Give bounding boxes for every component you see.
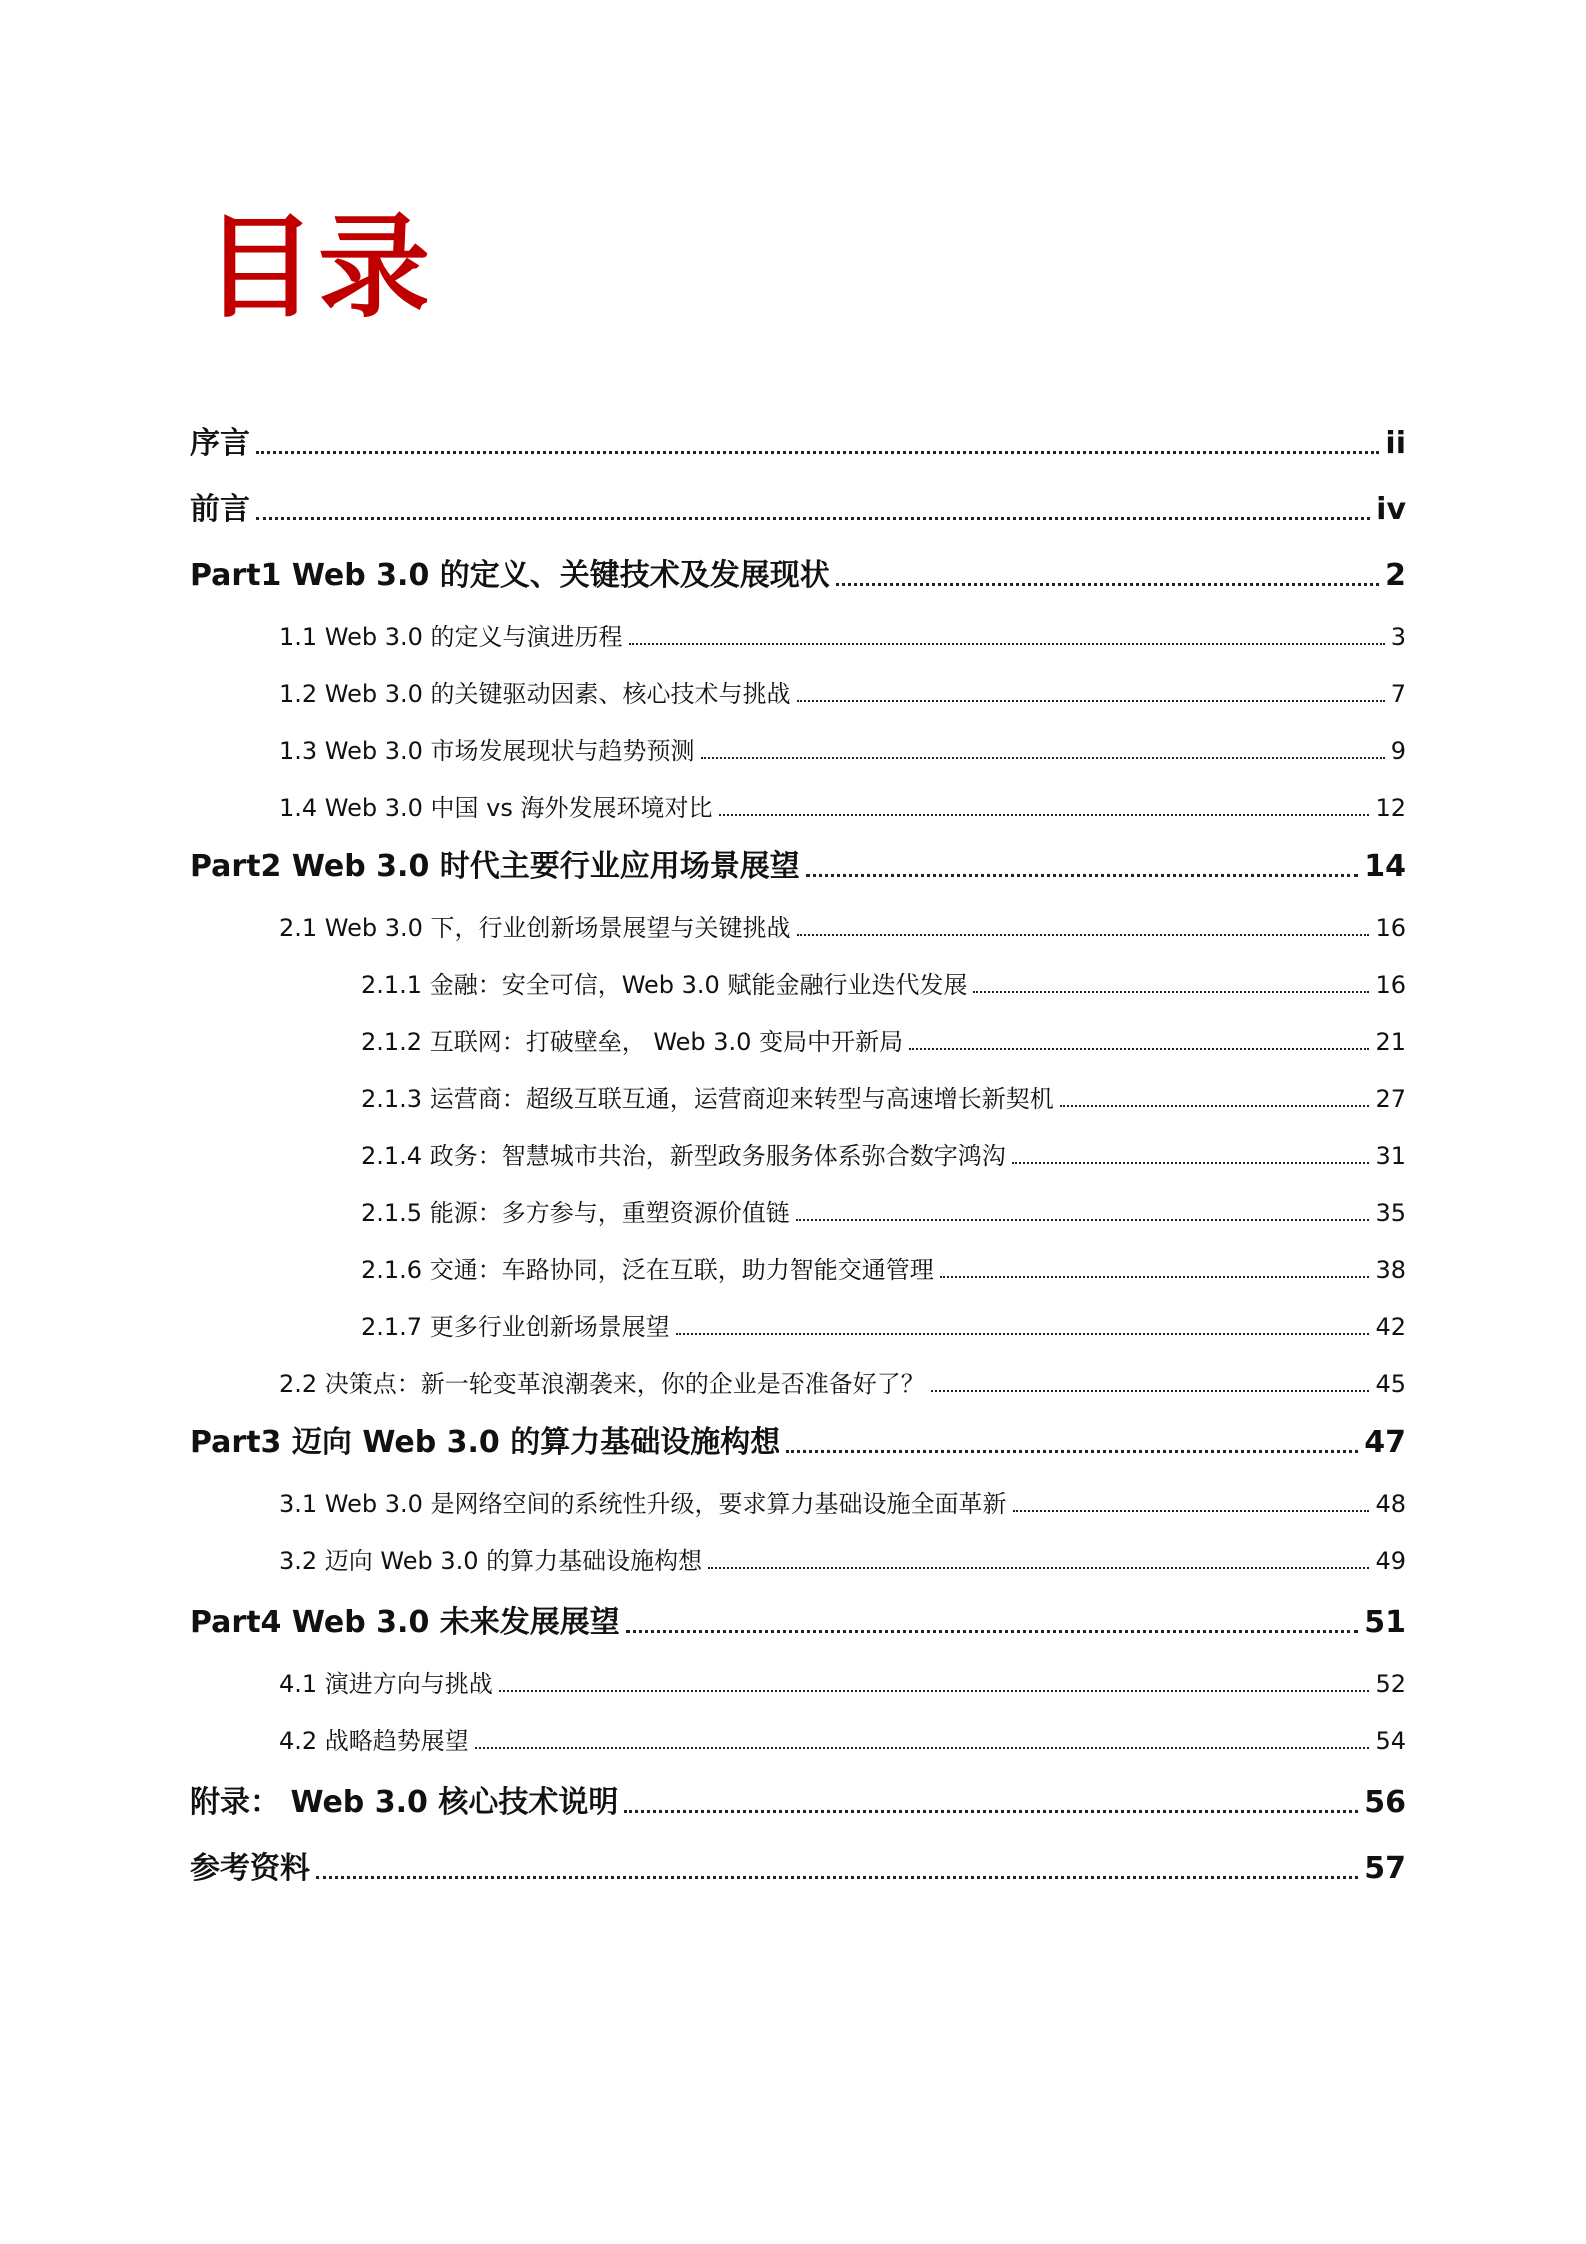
toc-entry-title: 2.1.3 运营商：超级互联互通，运营商迎来转型与高速增长新契机 xyxy=(361,1085,1054,1114)
page-title: 目录 xyxy=(204,203,432,333)
toc-entry[interactable] xyxy=(279,1475,1406,1519)
toc-entry-title: 2.1.5 能源：多方参与，重塑资源价值链 xyxy=(361,1199,790,1228)
toc-entry-page: 54 xyxy=(1375,1727,1406,1756)
toc-entry-title: Part2 Web 3.0 时代主要行业应用场景展望 xyxy=(190,849,800,884)
toc-entry-title: 2.2 决策点：新一轮变革浪潮袭来，你的企业是否准备好了？ xyxy=(279,1370,925,1399)
toc-entry-title: 序言 xyxy=(190,426,250,461)
toc-entry-page: 45 xyxy=(1375,1370,1406,1399)
toc-entry[interactable] xyxy=(190,1417,1406,1461)
toc-entry-title: 附录： Web 3.0 核心技术说明 xyxy=(190,1785,619,1820)
toc-entry[interactable] xyxy=(279,779,1406,823)
toc-entry-page: ii xyxy=(1385,426,1406,461)
toc-entry-title: 1.2 Web 3.0 的关键驱动因素、核心技术与挑战 xyxy=(279,680,791,709)
toc-entry-title: 2.1 Web 3.0 下，行业创新场景展望与关键挑战 xyxy=(279,914,791,943)
toc-dot-leader xyxy=(626,1630,1358,1633)
toc-dot-leader xyxy=(256,451,1379,454)
toc-entry-page: 38 xyxy=(1375,1256,1406,1285)
toc-dot-leader xyxy=(719,814,1370,816)
toc-dot-leader xyxy=(940,1276,1370,1278)
toc-entry-title: 2.1.2 互联网：打破壁垒， Web 3.0 变局中开新局 xyxy=(361,1028,904,1057)
toc-entry-title: 3.2 迈向 Web 3.0 的算力基础设施构想 xyxy=(279,1547,703,1576)
toc-entry-title: 2.1.6 交通：车路协同，泛在互联，助力智能交通管理 xyxy=(361,1256,934,1285)
toc-entry-title: 1.3 Web 3.0 市场发展现状与趋势预测 xyxy=(279,737,695,766)
toc-entry-title: 2.1.1 金融：安全可信，Web 3.0 赋能金融行业迭代发展 xyxy=(361,971,968,1000)
toc-entry[interactable] xyxy=(279,665,1406,709)
toc-dot-leader xyxy=(909,1048,1369,1050)
toc-entry[interactable] xyxy=(279,722,1406,766)
toc-entry-title: 1.4 Web 3.0 中国 vs 海外发展环境对比 xyxy=(279,794,713,823)
toc-dot-leader xyxy=(797,934,1370,936)
toc-entry-page: 12 xyxy=(1375,794,1406,823)
toc-entry[interactable] xyxy=(190,418,1406,462)
toc-entry[interactable] xyxy=(361,1184,1406,1228)
toc-entry-page: 31 xyxy=(1375,1142,1406,1171)
toc-dot-leader xyxy=(629,643,1385,645)
toc-entry-title: 参考资料 xyxy=(190,1851,310,1886)
toc-entry[interactable] xyxy=(361,1127,1406,1171)
toc-entry-title: 4.2 战略趋势展望 xyxy=(279,1727,469,1756)
toc-dot-leader xyxy=(701,757,1385,759)
toc-entry[interactable] xyxy=(190,841,1406,885)
toc-entry[interactable] xyxy=(361,1241,1406,1285)
toc-entry-page: 2 xyxy=(1385,558,1406,593)
toc-entry-page: 47 xyxy=(1364,1425,1406,1460)
toc-entry[interactable] xyxy=(190,1843,1406,1887)
toc-entry-title: 4.1 演进方向与挑战 xyxy=(279,1670,493,1699)
toc-entry[interactable] xyxy=(190,484,1406,528)
toc-dot-leader xyxy=(624,1810,1358,1813)
toc-entry-page: 48 xyxy=(1375,1490,1406,1519)
toc-entry[interactable] xyxy=(279,899,1406,943)
toc-dot-leader xyxy=(1013,1510,1370,1512)
toc-dot-leader xyxy=(931,1390,1370,1392)
toc-entry[interactable] xyxy=(279,1712,1406,1756)
toc-entry-title: Part1 Web 3.0 的定义、关键技术及发展现状 xyxy=(190,558,830,593)
toc-entry[interactable] xyxy=(190,550,1406,594)
toc-entry[interactable] xyxy=(279,608,1406,652)
toc-entry[interactable] xyxy=(361,1070,1406,1114)
toc-entry-page: 9 xyxy=(1390,737,1406,766)
toc-entry-title: 2.1.7 更多行业创新场景展望 xyxy=(361,1313,670,1342)
toc-dot-leader xyxy=(797,700,1385,702)
toc-entry-page: 16 xyxy=(1375,971,1406,1000)
toc-entry-title: 前言 xyxy=(190,492,250,527)
toc-entry-page: 51 xyxy=(1364,1605,1406,1640)
toc-entry-page: 57 xyxy=(1364,1851,1406,1886)
toc-entry-title: 2.1.4 政务：智慧城市共治，新型政务服务体系弥合数字鸿沟 xyxy=(361,1142,1006,1171)
toc-entry[interactable] xyxy=(279,1655,1406,1699)
toc-dot-leader xyxy=(836,583,1379,586)
toc-entry-page: 52 xyxy=(1375,1670,1406,1699)
toc-dot-leader xyxy=(676,1333,1370,1335)
toc-entry[interactable] xyxy=(190,1777,1406,1821)
toc-entry-page: 56 xyxy=(1364,1785,1406,1820)
toc-entry-title: Part3 迈向 Web 3.0 的算力基础设施构想 xyxy=(190,1425,781,1460)
toc-entry-page: 16 xyxy=(1375,914,1406,943)
toc-dot-leader xyxy=(806,874,1358,877)
toc-entry[interactable] xyxy=(190,1597,1406,1641)
toc-dot-leader xyxy=(1060,1105,1370,1107)
toc-entry-page: 21 xyxy=(1375,1028,1406,1057)
toc-dot-leader xyxy=(475,1747,1370,1749)
toc-entry-page: 35 xyxy=(1375,1199,1406,1228)
toc-dot-leader xyxy=(973,991,1369,993)
toc-entry[interactable] xyxy=(361,956,1406,1000)
toc-entry-page: 14 xyxy=(1364,849,1406,884)
toc-dot-leader xyxy=(499,1690,1370,1692)
toc-entry[interactable] xyxy=(361,1298,1406,1342)
toc-entry-page: iv xyxy=(1376,492,1406,527)
toc-dot-leader xyxy=(1012,1162,1370,1164)
toc-entry-title: Part4 Web 3.0 未来发展展望 xyxy=(190,1605,620,1640)
toc-entry-title: 1.1 Web 3.0 的定义与演进历程 xyxy=(279,623,623,652)
toc-entry[interactable] xyxy=(361,1013,1406,1057)
toc-entry[interactable] xyxy=(279,1355,1406,1399)
toc-entry-page: 7 xyxy=(1390,680,1406,709)
toc-entry-page: 49 xyxy=(1375,1547,1406,1576)
toc-entry-page: 42 xyxy=(1375,1313,1406,1342)
toc-dot-leader xyxy=(786,1450,1358,1453)
toc-entry-page: 27 xyxy=(1375,1085,1406,1114)
toc-dot-leader xyxy=(316,1876,1358,1879)
toc-dot-leader xyxy=(708,1567,1369,1569)
toc-entry-title: 3.1 Web 3.0 是网络空间的系统性升级，要求算力基础设施全面革新 xyxy=(279,1490,1007,1519)
toc-dot-leader xyxy=(256,517,1370,520)
toc-dot-leader xyxy=(796,1219,1370,1221)
toc-entry-page: 3 xyxy=(1390,623,1406,652)
toc-entry[interactable] xyxy=(279,1532,1406,1576)
